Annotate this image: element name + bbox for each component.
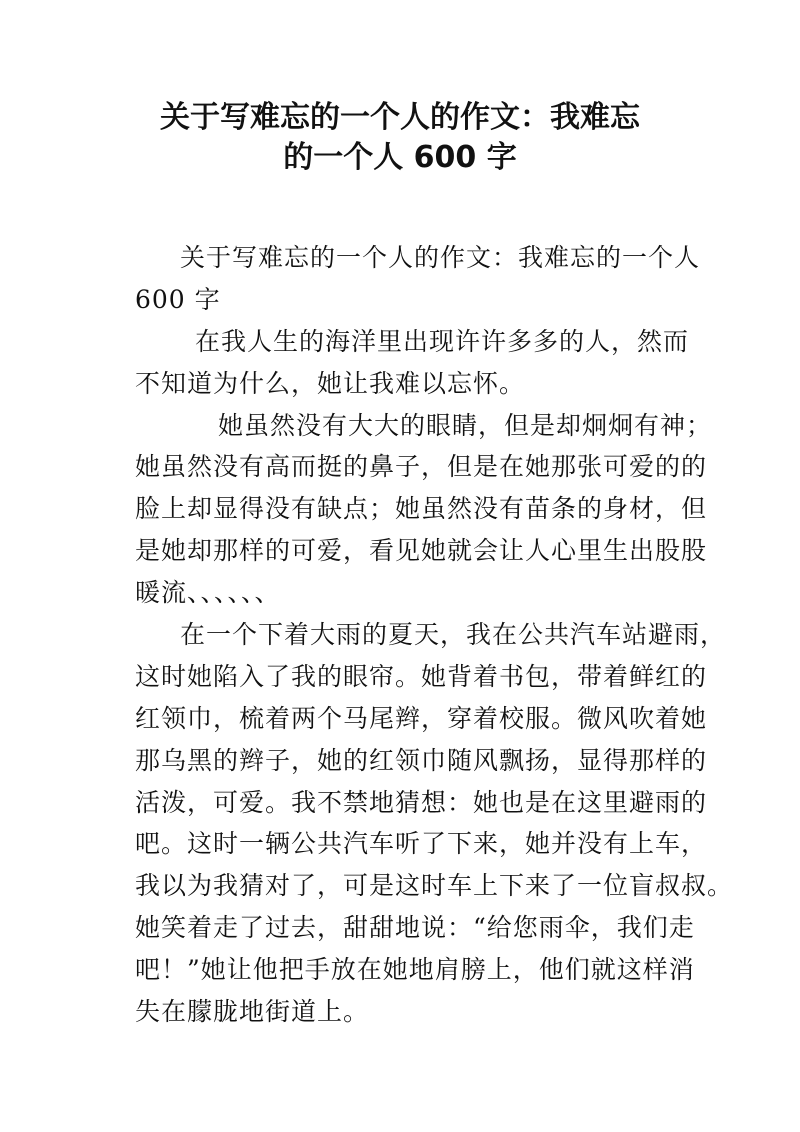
text-line: 在我人生的海洋里出现许许多多的人，然而 [195, 326, 690, 356]
document-body [135, 237, 734, 1033]
paragraph-1 [135, 237, 701, 321]
document-title [0, 98, 800, 178]
paragraph-2 [135, 321, 695, 405]
text-line: 是她却那样的可爱，看见她就会让人心里生出股股 [135, 536, 708, 566]
text-line: 活泼，可爱。我不禁地猜想：她也是在这里避雨的 [135, 787, 708, 817]
text-line: 红领巾，梳着两个马尾辫，穿着校服。微风吹着她 [135, 703, 708, 733]
text-line: 暖流、、、、、、 [135, 578, 281, 608]
text-line: 她笑着走了过去，甜甜地说：“给您雨伞，我们走 [135, 913, 695, 943]
text-line: 她虽然没有大大的眼睛，但是却炯炯有神； [218, 410, 713, 440]
text-line: 那乌黑的辫子，她的红领巾随风飘扬，显得那样的 [135, 745, 708, 775]
text-line: 吧。这时一辆公共汽车听了下来，她并没有上车， [135, 829, 708, 859]
paragraph-3 [135, 405, 713, 614]
text-line: 这时她陷入了我的眼帘。她背着书包，带着鲜红的 [135, 661, 708, 691]
text-line: 我以为我猜对了，可是这时车上下来了一位盲叔叔。 [135, 871, 734, 901]
text-line: 600 字 [135, 284, 221, 314]
text-line: 关于写难忘的一个人的作文：我难忘的一个人 [180, 243, 701, 272]
text-line: 在一个下着大雨的夏天，我在公共汽车站避雨， [180, 620, 727, 650]
text-line: 失在朦胧地街道上。 [135, 997, 370, 1027]
text-line: 她虽然没有高而挺的鼻子，但是在她那张可爱的的 [135, 452, 708, 482]
paragraph-4 [135, 614, 734, 1033]
text-line: 脸上却显得没有缺点；她虽然没有苗条的身材，但 [135, 494, 708, 524]
text-line: 不知道为什么，她让我难以忘怀。 [135, 368, 526, 398]
text-line: 吧！”她让他把手放在她地肩膀上，他们就这样消 [135, 955, 695, 985]
title-line: 关于写难忘的一个人的作文：我难忘 [160, 100, 640, 135]
title-line: 的一个人 600 字 [283, 140, 517, 175]
